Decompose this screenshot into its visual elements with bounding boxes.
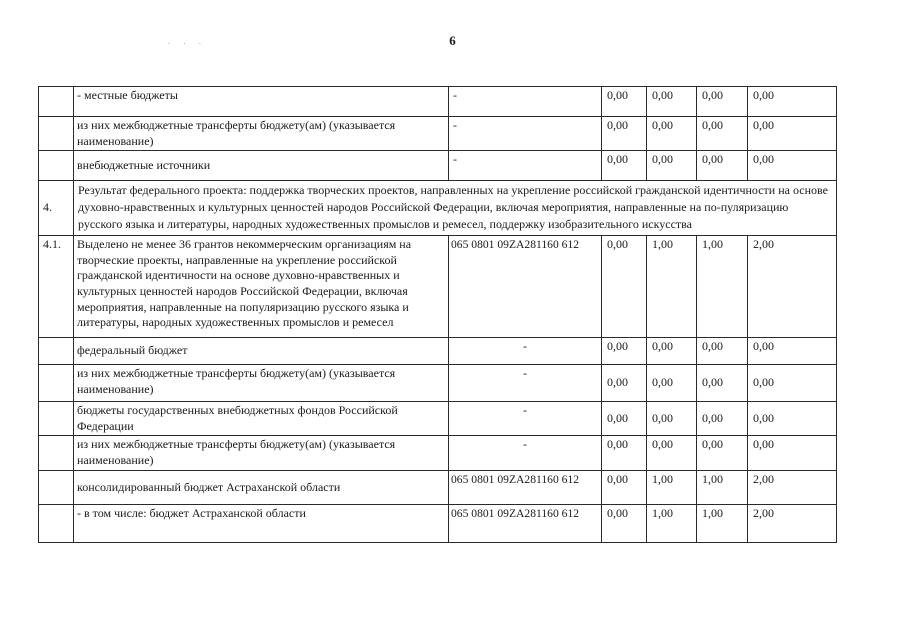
- table-row: [39, 181, 837, 236]
- value-cell: 0,00: [602, 236, 647, 338]
- value-cell: 0,00: [697, 87, 748, 117]
- value-cell: 0,00: [748, 365, 837, 402]
- value-cell: 0,00: [647, 402, 697, 436]
- table-row: [39, 338, 837, 365]
- row-name: бюджеты государственных внебюджетных фондов Российской Федерации: [74, 402, 449, 436]
- value-cell: 0,00: [697, 365, 748, 402]
- value-cell: 0,00: [748, 117, 837, 151]
- value-cell: 0,00: [748, 436, 837, 471]
- value-cell: 1,00: [647, 505, 697, 543]
- value-cell: 0,00: [647, 365, 697, 402]
- row-number: [39, 505, 74, 543]
- value-cell: 0,00: [697, 338, 748, 365]
- row-number: [39, 87, 74, 117]
- table-row: [39, 236, 837, 338]
- row-name: из них межбюджетные трансферты бюджету(ам) (указывается наименование): [74, 436, 449, 471]
- row-name: федеральный бюджет: [74, 338, 449, 365]
- value-cell: 0,00: [647, 87, 697, 117]
- row-code: 065 0801 09ZA281160 612: [449, 236, 602, 338]
- row-number: [39, 436, 74, 471]
- value-cell: 0,00: [602, 151, 647, 181]
- row-name: внебюджетные источники: [74, 151, 449, 181]
- value-cell: 0,00: [647, 338, 697, 365]
- value-cell: 1,00: [647, 471, 697, 505]
- value-cell: 1,00: [697, 236, 748, 338]
- value-cell: 0,00: [602, 338, 647, 365]
- row-number: [39, 471, 74, 505]
- value-cell: 0,00: [602, 87, 647, 117]
- value-cell: 2,00: [748, 505, 837, 543]
- value-cell: 0,00: [697, 151, 748, 181]
- row-name: из них межбюджетные трансферты бюджету(ам) (указывается наименование): [74, 365, 449, 402]
- value-cell: 0,00: [647, 117, 697, 151]
- value-cell: 0,00: [748, 87, 837, 117]
- value-cell: 0,00: [602, 117, 647, 151]
- value-cell: 0,00: [748, 338, 837, 365]
- value-cell: 0,00: [748, 402, 837, 436]
- row-number: [39, 402, 74, 436]
- table-row: [39, 436, 837, 471]
- table-row: [39, 151, 837, 181]
- value-cell: 0,00: [697, 402, 748, 436]
- value-cell: 0,00: [697, 117, 748, 151]
- row-number: [39, 151, 74, 181]
- row-code: 065 0801 09ZA281160 612: [449, 505, 602, 543]
- row-number: [39, 338, 74, 365]
- value-cell: 0,00: [748, 151, 837, 181]
- row-number: 4.: [39, 181, 74, 236]
- row-name: - местные бюджеты: [74, 87, 449, 117]
- table-row: [39, 471, 837, 505]
- row-code: -: [449, 365, 602, 402]
- row-code: -: [449, 338, 602, 365]
- value-cell: 2,00: [748, 236, 837, 338]
- value-cell: 0,00: [647, 436, 697, 471]
- row-name: Выделено не менее 36 грантов некоммерческим организациям на творческие проекты, направленные на укрепление российской гражданской идентичности на основе духовно-нравственных и культурных ценностей народов Российской Федерации, включая мероприятия, направленные на популяризацию русского языка и литературы, народных художественных промыслов и ремесел: [74, 236, 449, 338]
- page-number: 6: [449, 33, 456, 48]
- table-row: [39, 402, 837, 436]
- value-cell: 0,00: [697, 436, 748, 471]
- table-row: [39, 505, 837, 543]
- value-cell: 0,00: [647, 151, 697, 181]
- project-result-text: Результат федерального проекта: поддержка творческих проектов, направленных на укрепление российской гражданской идентичности на основе духовно-нравственных и культурных ценностей народов Российской Федерации, включая мероприятия, направленные на по-пуляризацию русского языка и литературы, народных художественных промыслов и ремесел, поддержку изобразительного искусства: [74, 181, 837, 236]
- value-cell: 0,00: [602, 436, 647, 471]
- value-cell: 0,00: [602, 365, 647, 402]
- value-cell: 0,00: [602, 471, 647, 505]
- value-cell: 0,00: [602, 505, 647, 543]
- value-cell: 0,00: [602, 402, 647, 436]
- row-number: [39, 117, 74, 151]
- table-row: [39, 117, 837, 151]
- scan-artifact-dots: . . .: [168, 38, 207, 46]
- row-name: из них межбюджетные трансферты бюджету(ам) (указывается наименование): [74, 117, 449, 151]
- row-name: консолидированный бюджет Астраханской области: [74, 471, 449, 505]
- row-name: - в том числе: бюджет Астраханской области: [74, 505, 449, 543]
- row-code: 065 0801 09ZA281160 612: [449, 471, 602, 505]
- row-number: 4.1.: [39, 236, 74, 338]
- table-row: [39, 87, 837, 117]
- row-code: -: [449, 436, 602, 471]
- value-cell: 1,00: [697, 505, 748, 543]
- row-code: -: [449, 402, 602, 436]
- row-code: -: [449, 151, 602, 181]
- budget-table: [38, 86, 837, 543]
- row-code: -: [449, 87, 602, 117]
- row-number: [39, 365, 74, 402]
- value-cell: 2,00: [748, 471, 837, 505]
- table-row: [39, 365, 837, 402]
- value-cell: 1,00: [647, 236, 697, 338]
- row-code: -: [449, 117, 602, 151]
- value-cell: 1,00: [697, 471, 748, 505]
